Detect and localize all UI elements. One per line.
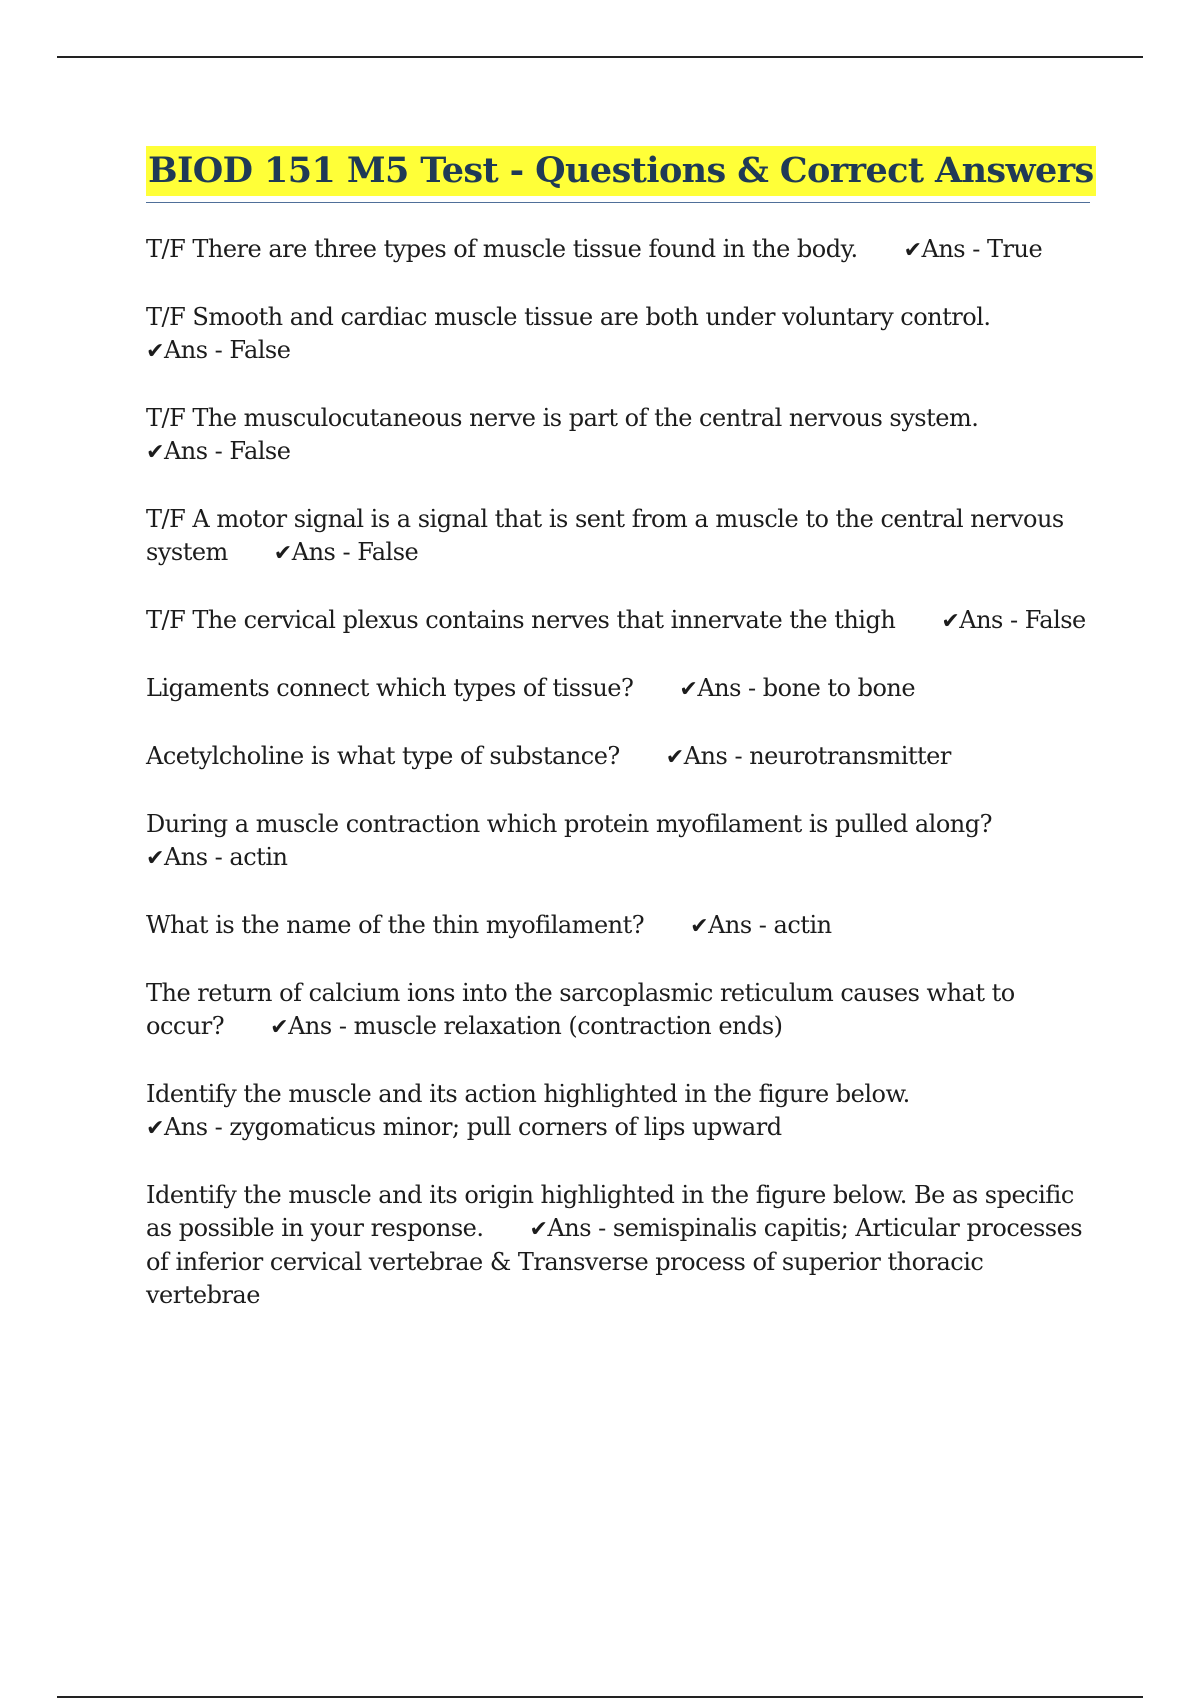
check-mark-icon: ✔ [690, 914, 709, 939]
check-mark-icon: ✔ [665, 745, 684, 770]
question-text: Acetylcholine is what type of substance? [146, 742, 620, 770]
qa-item: Identify the muscle and its action highlighted in the figure below.✔Ans - zygomaticus minor; pull corners of lips upward [146, 1080, 910, 1141]
question-text: Ligaments connect which types of tissue? [146, 674, 634, 702]
check-mark-icon: ✔ [941, 609, 960, 634]
title-block [146, 146, 1094, 203]
document-title: BIOD 151 M5 Test - Questions & Correct Answers [146, 146, 1096, 196]
question-text: Identify the muscle and its action highlighted in the figure below. [146, 1080, 910, 1108]
page-bottom-rule [57, 1696, 1143, 1698]
question-text: The return of calcium ions into the sarcoplasmic reticulum causes what to occur? [146, 979, 1015, 1040]
answer-text: actin [773, 911, 832, 939]
answer-text: bone to bone [762, 674, 916, 702]
answer-text: actin [229, 843, 288, 871]
answer-text: False [229, 437, 291, 465]
check-mark-icon: ✔ [146, 339, 164, 364]
answer-prefix: Ans [163, 336, 208, 364]
answer-text: semispinalis capitis; Articular processes of inferior cervical vertebrae & Transverse process of superior thoracic vertebrae [146, 1214, 1083, 1309]
check-mark-icon: ✔ [146, 440, 164, 465]
answer-prefix: Ans [697, 674, 741, 702]
qa-item: The return of calcium ions into the sarcoplasmic reticulum causes what to occur? ✔Ans - muscle relaxation (contraction ends) [146, 979, 1015, 1040]
answer-prefix: Ans [959, 606, 1003, 634]
document-body [146, 146, 1094, 1346]
check-mark-icon: ✔ [903, 238, 922, 263]
qa-item: Identify the muscle and its origin highlighted in the figure below. Be as specific as possible in your response. ✔Ans - semispinalis capitis; Articular processes of inferior cervical vertebrae & Transverse process of superior thoracic vertebrae [146, 1181, 1083, 1309]
question-text: T/F The musculocutaneous nerve is part of the central nervous system. [146, 404, 979, 432]
answer-prefix: Ans [163, 843, 208, 871]
answer-prefix: Ans [921, 235, 966, 263]
answer-text: zygomaticus minor; pull corners of lips upward [229, 1113, 782, 1141]
answer-prefix: Ans [163, 1113, 208, 1141]
answer-text: False [1024, 606, 1086, 634]
qa-item: Ligaments connect which types of tissue? ✔Ans - bone to bone [146, 674, 916, 702]
qa-item: During a muscle contraction which protein myofilament is pulled along?✔Ans - actin [146, 810, 992, 871]
answer-text: False [357, 538, 419, 566]
check-mark-icon: ✔ [273, 541, 292, 566]
qa-item: T/F The cervical plexus contains nerves that innervate the thigh ✔Ans - False [146, 606, 1086, 634]
question-text: T/F Smooth and cardiac muscle tissue are both under voluntary control. [146, 303, 991, 331]
answer-text: muscle relaxation (contraction ends) [353, 1012, 783, 1040]
question-text: What is the name of the thin myofilament? [146, 911, 645, 939]
check-mark-icon: ✔ [529, 1217, 548, 1242]
page-top-rule [57, 56, 1143, 58]
question-text: Identify the muscle and its origin highlighted in the figure below. Be as specific as possible in your response. [146, 1181, 1074, 1242]
answer-prefix: Ans [291, 538, 336, 566]
check-mark-icon: ✔ [146, 846, 164, 871]
check-mark-icon: ✔ [146, 1116, 164, 1141]
check-mark-icon: ✔ [679, 677, 698, 702]
qa-list [146, 233, 1090, 1312]
answer-prefix: Ans [288, 1012, 332, 1040]
question-text: T/F There are three types of muscle tissue found in the body. [146, 235, 858, 263]
answer-prefix: Ans [708, 911, 752, 939]
answer-text: neurotransmitter [749, 742, 951, 770]
qa-item: T/F There are three types of muscle tissue found in the body. ✔Ans - True [146, 235, 1043, 263]
qa-item: T/F Smooth and cardiac muscle tissue are both under voluntary control.✔Ans - False [146, 303, 991, 364]
answer-prefix: Ans [683, 742, 728, 770]
question-text: T/F A motor signal is a signal that is sent from a muscle to the central nervous system [146, 505, 1064, 566]
answer-text: False [229, 336, 291, 364]
check-mark-icon: ✔ [270, 1015, 289, 1040]
question-text: T/F The cervical plexus contains nerves that innervate the thigh [146, 606, 896, 634]
qa-item: T/F A motor signal is a signal that is sent from a muscle to the central nervous system ✔Ans - False [146, 505, 1064, 566]
question-text: During a muscle contraction which protein myofilament is pulled along? [146, 810, 992, 838]
qa-item: T/F The musculocutaneous nerve is part of the central nervous system.✔Ans - False [146, 404, 979, 465]
qa-item: What is the name of the thin myofilament? ✔Ans - actin [146, 911, 832, 939]
answer-prefix: Ans [547, 1214, 592, 1242]
answer-text: True [987, 235, 1043, 263]
answer-prefix: Ans [163, 437, 208, 465]
qa-item: Acetylcholine is what type of substance? ✔Ans - neurotransmitter [146, 742, 951, 770]
